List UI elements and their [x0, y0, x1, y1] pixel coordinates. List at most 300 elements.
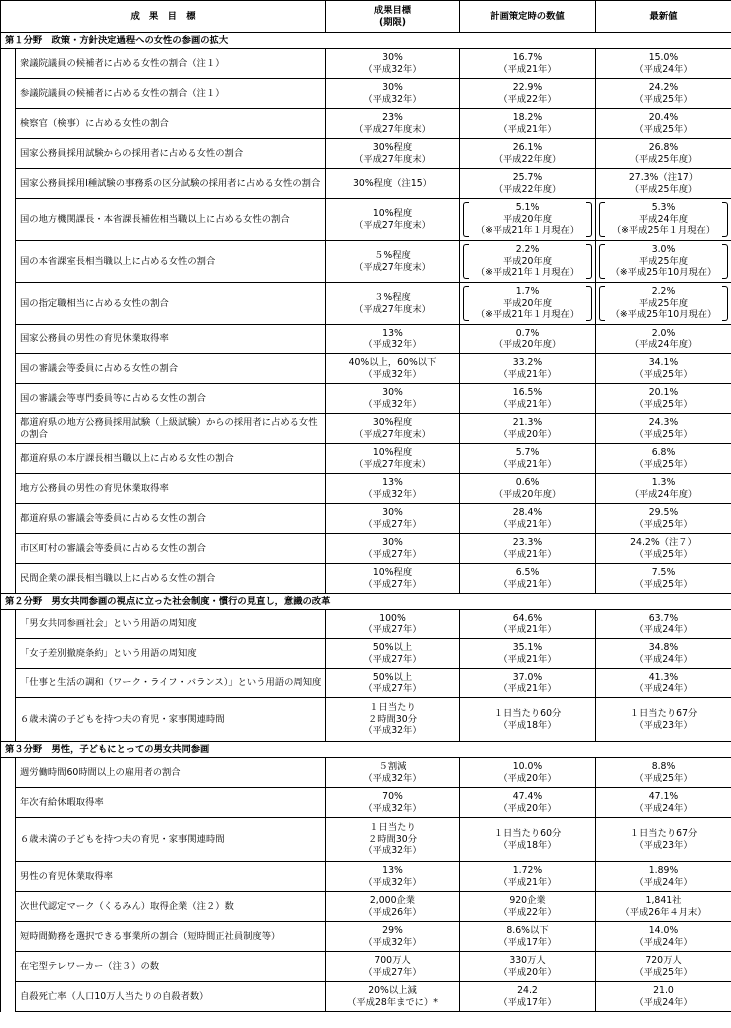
cell-line: （平成32年）: [363, 93, 422, 105]
cell-line: 30%程度: [372, 142, 413, 153]
cell-line: １日当たり: [369, 702, 416, 714]
cell-line: 8.8%: [651, 761, 676, 772]
cell-line: 40%以上，60%以下: [348, 357, 437, 368]
target-cell: [326, 109, 460, 139]
target-cell: [326, 169, 460, 199]
cell-line: 1.89%: [648, 865, 679, 876]
cell-line: （平成24年）: [634, 63, 693, 75]
goal-label: 男性の育児休業取得率: [16, 862, 326, 892]
cell-line: （平成25年）: [634, 368, 693, 380]
target-cell: [326, 283, 460, 325]
cell-line: （平成27年）: [363, 518, 422, 530]
latest-cell: [596, 564, 731, 594]
latest-cell: [596, 49, 731, 79]
cell-line: 2.0%: [651, 327, 676, 339]
indent-cell: [1, 534, 16, 564]
cell-line: （平成32年）: [363, 339, 422, 350]
goal-label: 国の地方機関課長・本省課長補佐相当職以上に占める女性の割合: [16, 199, 326, 241]
goal-label: 「女子差別撤廃条約」という用語の周知度: [16, 639, 326, 669]
latest-cell: [596, 504, 731, 534]
target-column-header: [326, 1, 460, 33]
cell-line: 14.0%: [648, 925, 679, 936]
goal-label: 国家公務員採用Ⅰ種試験の事務系の区分試験の採用者に占める女性の割合: [16, 169, 326, 199]
deadline-header-line: (期限): [378, 16, 407, 28]
latest-cell: [596, 892, 731, 922]
table-row: [1, 504, 731, 534]
goal-column-header: 成 果 目 標: [1, 1, 326, 33]
target-cell: [326, 325, 460, 354]
target-cell: [326, 952, 460, 982]
indent-cell: [1, 109, 16, 139]
cell-line: （平成27年度末）: [354, 428, 431, 440]
baseline-cell: [460, 241, 596, 283]
cell-line: 25.7%: [512, 172, 543, 183]
indent-cell: [1, 862, 16, 892]
cell-line: （平成24年）: [634, 683, 693, 694]
cell-line: 20.1%: [648, 387, 679, 398]
cell-line: 3.0%: [651, 244, 676, 256]
cell-line: （平成25年）: [634, 966, 693, 978]
latest-cell: [596, 414, 731, 444]
cell-line: （平成21年）: [498, 398, 557, 410]
goal-label: 都道府県の本庁課長相当職以上に占める女性の割合: [16, 444, 326, 474]
cell-line: （平成20年）: [498, 428, 557, 440]
cell-line: 26.1%: [512, 142, 543, 153]
latest-cell: [596, 610, 731, 639]
goal-label: 参議院議員の候補者に占める女性の割合（注１）: [16, 79, 326, 109]
cell-line: （平成25年）: [634, 548, 693, 560]
indent-cell: [1, 444, 16, 474]
indent-cell: [1, 818, 16, 862]
baseline-cell: [460, 698, 596, 742]
target-cell: [326, 474, 460, 504]
cell-line: （平成28年までに）*: [347, 996, 438, 1008]
target-cell: [326, 241, 460, 283]
latest-cell: [596, 862, 731, 892]
cell-line: 30%程度（注15）: [353, 177, 432, 189]
latest-cell: [596, 788, 731, 818]
goal-label: 「仕事と生活の調和（ワーク・ライフ・バランス）」という用語の周知度: [16, 669, 326, 698]
cell-line: 30%: [382, 537, 403, 548]
indent-cell: [1, 384, 16, 414]
table-row: [1, 241, 731, 283]
cell-line: 920企業: [509, 895, 546, 906]
cell-line: （平成25年）: [634, 518, 693, 530]
cell-line: （※平成25年10月現在）: [610, 267, 717, 279]
goal-label: 衆議院議員の候補者に占める女性の割合（注１）: [16, 49, 326, 79]
cell-line: 30%: [382, 507, 403, 518]
cell-line: 27.3%（注17）: [628, 172, 699, 183]
target-cell: [326, 79, 460, 109]
cell-line: 24.3%: [648, 417, 679, 428]
baseline-cell: [460, 818, 596, 862]
indent-cell: [1, 325, 16, 354]
cell-line: （平成20年）: [498, 772, 557, 784]
target-cell: [326, 639, 460, 669]
cell-line: （平成32年）: [363, 368, 422, 380]
cell-line: （※平成25年１月現在）: [611, 225, 716, 237]
cell-line: （平成22年）: [498, 93, 557, 105]
target-cell: [326, 818, 460, 862]
latest-cell: [596, 283, 731, 325]
cell-line: （平成25年）: [634, 93, 693, 105]
baseline-cell: [460, 79, 596, 109]
cell-line: 24.2%: [648, 82, 679, 93]
cell-line: （平成25年）: [634, 578, 693, 590]
indent-cell: [1, 952, 16, 982]
cell-line: （平成21年）: [498, 653, 557, 665]
indent-cell: [1, 504, 16, 534]
goal-label: 国の指定職相当に占める女性の割合: [16, 283, 326, 325]
cell-line: （平成21年）: [498, 548, 557, 560]
cell-line: １日当たり: [369, 822, 416, 834]
table-row: [1, 564, 731, 594]
cell-line: 330万人: [509, 955, 546, 966]
cell-line: 20%以上減: [368, 985, 417, 996]
cell-line: （平成27年度末）: [354, 261, 431, 273]
indent-cell: [1, 49, 16, 79]
latest-cell: [596, 384, 731, 414]
target-cell: [326, 564, 460, 594]
goal-label: ６歳未満の子どもを持つ夫の育児・家事関連時間: [16, 818, 326, 862]
indent-cell: [1, 354, 16, 384]
cell-line: 2,000企業: [369, 895, 416, 906]
cell-line: 13%: [382, 865, 403, 876]
cell-line: （平成23年）: [634, 719, 693, 731]
cell-line: （平成32年）: [363, 772, 422, 784]
cell-line: （平成20年）: [498, 802, 557, 814]
table-row: [1, 474, 731, 504]
cell-line: 720万人: [645, 955, 682, 966]
cell-line: 6.5%: [515, 567, 540, 578]
latest-cell: [596, 818, 731, 862]
baseline-cell: [460, 639, 596, 669]
goal-label: 都道府県の審議会等委員に占める女性の割合: [16, 504, 326, 534]
cell-line: 23.3%: [512, 537, 543, 548]
baseline-cell: [460, 354, 596, 384]
table-body: [1, 33, 731, 1012]
cell-line: （平成25年）: [634, 428, 693, 440]
cell-line: 平成25年度: [638, 255, 689, 267]
latest-cell: [596, 444, 731, 474]
table-row: [1, 639, 731, 669]
target-cell: [326, 354, 460, 384]
latest-cell: [596, 922, 731, 952]
baseline-cell: [460, 199, 596, 241]
cell-line: （平成27年度末）: [354, 458, 431, 470]
goal-label: 都道府県の地方公務員採用試験（上級試験）からの採用者に占める女性の割合: [16, 414, 326, 444]
cell-line: ２時間30分: [367, 833, 418, 845]
cell-line: （※平成21年１月現在）: [475, 267, 580, 279]
table-row: [1, 49, 731, 79]
goal-label: 民間企業の課長相当職以上に占める女性の割合: [16, 564, 326, 594]
goal-label: 短時間勤務を選択できる事業所の割合（短時間正社員制度等）: [16, 922, 326, 952]
table-row: [1, 79, 731, 109]
latest-cell: [596, 669, 731, 698]
cell-line: （平成26年４月末）: [620, 906, 707, 918]
cell-line: 29%: [382, 925, 403, 936]
cell-line: 13%: [382, 477, 403, 488]
cell-line: 70%: [382, 791, 403, 802]
indent-cell: [1, 283, 16, 325]
goal-label: 国の本省課室長相当職以上に占める女性の割合: [16, 241, 326, 283]
cell-line: １日当たり67分: [629, 828, 698, 839]
baseline-cell: [460, 139, 596, 169]
baseline-cell: [460, 283, 596, 325]
cell-line: 5.1%: [515, 202, 540, 214]
section-title: 第１分野 政策・方針決定過程への女性の参画の拡大: [1, 33, 731, 49]
cell-line: 21.0: [653, 985, 674, 996]
target-cell: [326, 414, 460, 444]
table-row: [1, 199, 731, 241]
cell-line: １日当たり60分: [493, 708, 562, 719]
cell-line: 26.8%: [648, 142, 679, 153]
table-row: [1, 862, 731, 892]
cell-line: （※平成21年１月現在）: [475, 225, 580, 237]
cell-line: （平成20年）: [498, 966, 557, 978]
cell-line: 8.6%以下: [506, 925, 549, 936]
table-row: [1, 922, 731, 952]
cell-line: 10%程度: [372, 567, 413, 578]
goal-label: 自殺死亡率（人口10万人当たりの自殺者数）: [16, 982, 326, 1012]
table-row: [1, 698, 731, 742]
cell-line: 100%: [379, 612, 406, 624]
indent-cell: [1, 79, 16, 109]
cell-line: （平成27年度末）: [354, 153, 431, 165]
indent-cell: [1, 169, 16, 199]
cell-line: （平成21年）: [498, 683, 557, 694]
latest-cell: [596, 982, 731, 1012]
table-row: [1, 325, 731, 354]
cell-line: （平成27年）: [363, 966, 422, 978]
cell-line: 63.7%: [648, 612, 679, 624]
cell-line: ３%程度: [374, 292, 411, 303]
indent-cell: [1, 241, 16, 283]
target-cell: [326, 862, 460, 892]
goal-label: 国の審議会等委員に占める女性の割合: [16, 354, 326, 384]
cell-line: １日当たり67分: [629, 708, 698, 719]
cell-line: 0.6%: [515, 477, 540, 488]
cell-line: （平成27年）: [363, 548, 422, 560]
table-row: [1, 139, 731, 169]
cell-line: （平成26年）: [363, 906, 422, 918]
cell-line: 16.7%: [512, 52, 543, 63]
cell-line: １日当たり60分: [493, 828, 562, 839]
target-cell: [326, 982, 460, 1012]
indent-cell: [1, 414, 16, 444]
cell-line: 10.0%: [512, 761, 543, 772]
cell-line: 33.2%: [512, 357, 543, 368]
cell-line: （平成21年）: [498, 63, 557, 75]
cell-line: 30%: [382, 52, 403, 63]
table-row: [1, 982, 731, 1012]
cell-line: 35.1%: [512, 642, 543, 653]
baseline-cell: [460, 669, 596, 698]
target-cell: [326, 504, 460, 534]
table-row: [1, 283, 731, 325]
table-row: [1, 534, 731, 564]
cell-line: 平成20年度: [502, 297, 553, 309]
cell-line: 24.2: [517, 985, 538, 996]
cell-line: （平成24年）: [634, 802, 693, 814]
baseline-cell: [460, 384, 596, 414]
target-cell: [326, 139, 460, 169]
goal-label: 在宅型テレワーカー（注３）の数: [16, 952, 326, 982]
cell-line: ５割減: [378, 761, 407, 772]
cell-line: （平成25年）: [634, 123, 693, 135]
cell-line: （平成21年）: [498, 578, 557, 590]
goal-label: 地方公務員の男性の育児休業取得率: [16, 474, 326, 504]
section-header-row: [1, 594, 731, 610]
cell-line: 2.2%: [515, 244, 540, 256]
cell-line: 7.5%: [651, 567, 676, 578]
cell-line: （平成24年）: [634, 653, 693, 665]
cell-line: （平成20年度）: [493, 339, 562, 350]
cell-line: （平成24年）: [634, 996, 693, 1008]
baseline-cell: [460, 325, 596, 354]
cell-line: 1.72%: [512, 865, 543, 876]
cell-line: （平成27年度末）: [354, 219, 431, 231]
cell-line: （平成18年）: [498, 839, 557, 851]
goal-label: 年次有給休暇取得率: [16, 788, 326, 818]
cell-line: 22.9%: [512, 82, 543, 93]
cell-line: ２時間30分: [367, 713, 418, 725]
target-cell: [326, 384, 460, 414]
cell-line: 5.7%: [515, 447, 540, 458]
latest-cell: [596, 534, 731, 564]
cell-line: （平成22年）: [498, 906, 557, 918]
latest-cell: [596, 474, 731, 504]
cell-line: （平成21年）: [498, 518, 557, 530]
baseline-cell: [460, 444, 596, 474]
section-title: 第２分野 男女共同参画の視点に立った社会制度・慣行の見直し，意識の改革: [1, 594, 731, 610]
cell-line: （平成22年度）: [493, 183, 562, 195]
latest-cell: [596, 199, 731, 241]
cell-line: （平成25年）: [634, 398, 693, 410]
cell-line: 30%: [382, 387, 403, 398]
table-row: [1, 952, 731, 982]
cell-line: （平成24年）: [634, 876, 693, 888]
baseline-cell: [460, 862, 596, 892]
cell-line: （平成32年）: [363, 488, 422, 500]
cell-line: （平成27年）: [363, 624, 422, 635]
cell-line: 20.4%: [648, 112, 679, 123]
target-cell: [326, 444, 460, 474]
baseline-cell: [460, 922, 596, 952]
latest-cell: [596, 109, 731, 139]
section-header-row: [1, 33, 731, 49]
cell-line: 1.7%: [515, 286, 540, 298]
indent-cell: [1, 669, 16, 698]
table-row: [1, 758, 731, 788]
cell-line: 16.5%: [512, 387, 543, 398]
cell-line: 平成20年度: [502, 213, 553, 225]
cell-line: 13%: [382, 327, 403, 339]
target-cell: [326, 892, 460, 922]
target-cell: [326, 199, 460, 241]
baseline-cell: [460, 610, 596, 639]
cell-line: （平成21年）: [498, 458, 557, 470]
cell-line: 34.1%: [648, 357, 679, 368]
cell-line: 21.3%: [512, 417, 543, 428]
cell-line: （平成27年度末）: [354, 303, 431, 315]
cell-line: （平成32年）: [363, 725, 422, 737]
cell-line: （平成21年）: [498, 876, 557, 888]
cell-line: 47.1%: [648, 791, 679, 802]
table-row: [1, 444, 731, 474]
cell-line: （平成27年）: [363, 653, 422, 665]
cell-line: （平成24年度）: [629, 339, 698, 350]
indent-cell: [1, 758, 16, 788]
goal-label: 市区町村の審議会等委員に占める女性の割合: [16, 534, 326, 564]
cell-line: 平成25年度: [638, 297, 689, 309]
cell-line: 6.8%: [651, 447, 676, 458]
goal-label: 国の審議会等専門委員等に占める女性の割合: [16, 384, 326, 414]
target-cell: [326, 610, 460, 639]
latest-cell: [596, 639, 731, 669]
cell-line: （平成21年）: [498, 624, 557, 635]
cell-line: ５%程度: [374, 250, 411, 261]
cell-line: （平成21年）: [498, 368, 557, 380]
cell-line: （平成32年）: [363, 876, 422, 888]
table-row: [1, 414, 731, 444]
cell-line: （平成24年）: [634, 624, 693, 635]
cell-line: （平成25年度）: [629, 183, 698, 195]
cell-line: （平成17年）: [498, 996, 557, 1008]
baseline-cell: [460, 564, 596, 594]
table-header-row: [1, 1, 731, 33]
table-row: [1, 109, 731, 139]
goal-label: 「男女共同参画社会」という用語の周知度: [16, 610, 326, 639]
indent-cell: [1, 639, 16, 669]
cell-line: 50%以上: [372, 642, 413, 653]
baseline-cell: [460, 49, 596, 79]
section-header-row: [1, 742, 731, 758]
indent-cell: [1, 922, 16, 952]
latest-cell: [596, 952, 731, 982]
goal-label: 国家公務員の男性の育児休業取得率: [16, 325, 326, 354]
baseline-cell: [460, 414, 596, 444]
table-row: [1, 669, 731, 698]
cell-line: （平成21年）: [498, 123, 557, 135]
table-row: [1, 788, 731, 818]
cell-line: 1.3%: [651, 477, 676, 488]
cell-line: （平成22年度）: [493, 153, 562, 165]
cell-line: （平成25年）: [634, 772, 693, 784]
goal-label: 週労働時間60時間以上の雇用者の割合: [16, 758, 326, 788]
cell-line: 1,841社: [645, 895, 682, 906]
latest-cell: [596, 698, 731, 742]
baseline-cell: [460, 169, 596, 199]
cell-line: 64.6%: [512, 612, 543, 624]
cell-line: （平成32年）: [363, 63, 422, 75]
cell-line: 10%程度: [372, 447, 413, 458]
cell-line: 平成24年度: [638, 213, 689, 225]
indent-cell: [1, 610, 16, 639]
cell-line: 28.4%: [512, 507, 543, 518]
indent-cell: [1, 564, 16, 594]
target-header-line: 成果目標: [373, 5, 412, 16]
cell-line: （平成18年）: [498, 719, 557, 731]
goal-label: 検察官（検事）に占める女性の割合: [16, 109, 326, 139]
table-row: [1, 892, 731, 922]
cell-line: （平成27年）: [363, 683, 422, 694]
indent-cell: [1, 982, 16, 1012]
cell-line: 平成20年度: [502, 255, 553, 267]
target-cell: [326, 49, 460, 79]
cell-line: （平成27年度末）: [354, 123, 431, 135]
cell-line: 23%: [382, 112, 403, 123]
